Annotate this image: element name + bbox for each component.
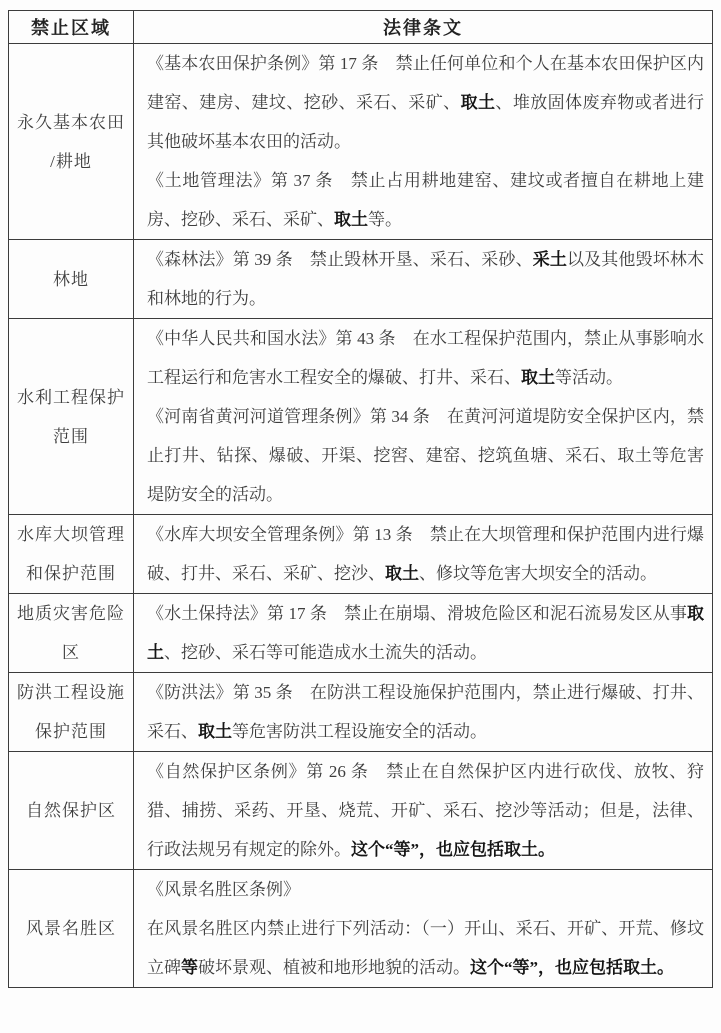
- provision-paragraph: [147, 319, 704, 397]
- emphasis-text: 这个“等”，也应包括取土。: [351, 840, 555, 859]
- provision-text: 、挖砂、采石等可能造成水土流失的活动。: [164, 643, 487, 662]
- emphasis-text: 取土: [521, 368, 555, 387]
- zone-label: 保护范围: [35, 722, 107, 741]
- emphasis-text: 取土: [460, 93, 496, 112]
- emphasis-text: 这个“等”，也应包括取土。: [470, 958, 674, 977]
- provision-paragraph: [147, 240, 704, 318]
- provision-text: 《自然保护区条例》第 26 条 禁止在自然保护区内进行砍伐、放牧、狩猎、捕捞、采药、开垦、烧荒、开矿、采石、挖沙等活动；但是，法律、行政法规另有规定的除外。: [147, 762, 704, 859]
- emphasis-text: 取土: [198, 722, 232, 741]
- provision-paragraph: [147, 870, 704, 909]
- zone-label: 永久基本农田: [17, 112, 125, 132]
- law-cell: [134, 44, 713, 240]
- table-row: [9, 594, 713, 673]
- provision-paragraph: [147, 397, 704, 514]
- table-row: [9, 319, 713, 515]
- zone-cell: [9, 673, 134, 752]
- provision-paragraph: [147, 594, 704, 672]
- provision-text: 《中华人民共和国水法》第 43 条 在水工程保护范围内，禁止从事影响水工程运行和危害水工程安全的爆破、打井、采石、: [147, 329, 704, 387]
- zone-cell: [9, 594, 134, 673]
- zone-cell: [9, 752, 134, 870]
- provision-text: 《防洪法》第 35 条 在防洪工程设施保护范围内，禁止进行爆破、打井、采石、: [147, 683, 704, 741]
- law-cell: [134, 319, 713, 515]
- table-row: [9, 673, 713, 752]
- zone-label: 防洪工程设施: [17, 683, 125, 702]
- law-cell: [134, 752, 713, 870]
- emphasis-text: 等: [181, 958, 198, 977]
- zone-cell: [9, 515, 134, 594]
- zone-label: 自然保护区: [26, 801, 116, 820]
- emphasis-text: 取土: [147, 604, 704, 662]
- provision-text: 《森林法》第 39 条 禁止毁林开垦、采石、采砂、: [147, 250, 533, 269]
- zone-label: 地质灾害危险: [17, 604, 125, 623]
- zone-label: 范围: [53, 426, 89, 446]
- zone-cell: [9, 319, 134, 515]
- header-row: [9, 11, 713, 44]
- law-cell: [134, 673, 713, 752]
- provision-paragraph: [147, 44, 704, 161]
- zone-label: 水库大坝管理: [17, 525, 125, 544]
- table-row: [9, 752, 713, 870]
- provision-text: 《基本农田保护条例》第 17 条 禁止任何单位和个人在基本农田保护区内建窑、建房、建坟、挖砂、采石、采矿、: [147, 54, 704, 112]
- law-cell: [134, 594, 713, 673]
- prohibited-zones-table: [8, 10, 713, 988]
- zone-label: 和保护范围: [26, 564, 116, 583]
- emphasis-text: 取土: [385, 564, 419, 583]
- zone-cell: [9, 240, 134, 319]
- zone-cell: [9, 870, 134, 988]
- emphasis-text: 取土: [334, 210, 368, 229]
- law-cell: [134, 240, 713, 319]
- provision-paragraph: [147, 673, 704, 751]
- provision-text: 《土地管理法》第 37 条 禁止占用耕地建窑、建坟或者擅自在耕地上建房、挖砂、采石、采矿、: [147, 171, 704, 229]
- zone-label: 风景名胜区: [26, 919, 116, 938]
- law-cell: [134, 870, 713, 988]
- provision-text: 等危害防洪工程设施安全的活动。: [232, 722, 487, 741]
- provision-text: 、堆放固体废弃物或者进行其他破坏基本农田的活动。: [147, 93, 705, 151]
- table-body: [9, 44, 713, 988]
- header-zone-column: 禁止区域: [9, 11, 134, 44]
- provision-text: 破坏景观、植被和地形地貌的活动。: [198, 958, 470, 977]
- zone-cell: [9, 44, 134, 240]
- provision-paragraph: [147, 752, 704, 869]
- provision-paragraph: [147, 515, 704, 593]
- provision-text: 《水库大坝安全管理条例》第 13 条 禁止在大坝管理和保护范围内进行爆破、打井、采石、采矿、挖沙、: [147, 525, 704, 583]
- table-row: [9, 44, 713, 240]
- law-cell: [134, 515, 713, 594]
- zone-label: 区: [62, 643, 80, 662]
- table-row: [9, 870, 713, 988]
- header-law-column: 法律条文: [134, 11, 713, 44]
- provision-paragraph: [147, 161, 704, 239]
- zone-label: /耕地: [50, 151, 92, 171]
- provision-paragraph: [147, 909, 704, 987]
- provision-text: 在风景名胜区内禁止进行下列活动：（一）开山、采石、开矿、开荒、修坟立碑: [147, 919, 704, 977]
- zone-label: 林地: [53, 269, 89, 289]
- provision-text: 以及其他毁坏林木和林地的行为。: [147, 250, 704, 308]
- provision-text: 、修坟等危害大坝安全的活动。: [419, 564, 657, 583]
- provision-text: 《风景名胜区条例》: [147, 880, 300, 899]
- provision-text: 《水土保持法》第 17 条 禁止在崩塌、滑坡危险区和泥石流易发区从事: [147, 604, 687, 623]
- table-row: [9, 240, 713, 319]
- provision-text: 等。: [368, 210, 402, 229]
- provision-text: 《河南省黄河河道管理条例》第 34 条 在黄河河道堤防安全保护区内，禁止打井、钻探、爆破、开渠、挖窖、建窑、挖筑鱼塘、采石、取土等危害堤防安全的活动。: [147, 407, 704, 504]
- table-row: [9, 515, 713, 594]
- provision-text: 等活动。: [555, 368, 623, 387]
- emphasis-text: 采土: [532, 250, 568, 269]
- zone-label: 水利工程保护: [17, 387, 125, 407]
